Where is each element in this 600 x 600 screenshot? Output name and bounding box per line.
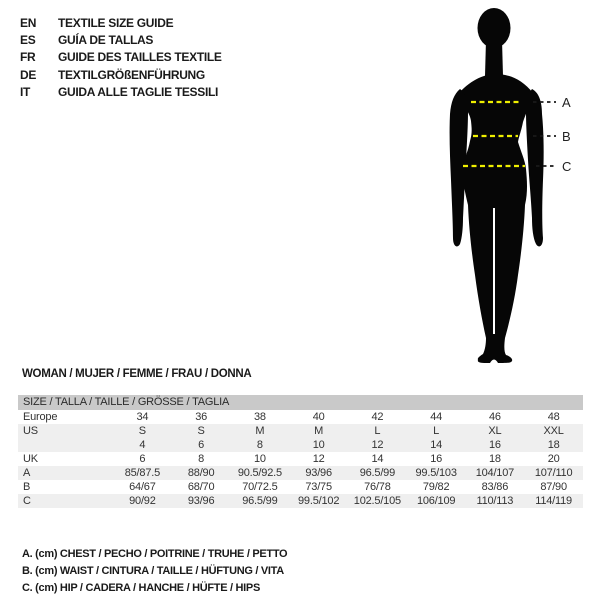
- legend-line: A. (cm) CHEST / PECHO / POITRINE / TRUHE / PETTO: [22, 548, 288, 560]
- size-value-cell: 16: [488, 439, 501, 451]
- table-row: [18, 480, 583, 494]
- row-label: B: [23, 481, 31, 493]
- legend-line: C. (cm) HIP / CADERA / HANCHE / HÜFTE / HIPS: [22, 582, 260, 594]
- size-value-cell: 16: [430, 453, 443, 465]
- table-row: [18, 494, 583, 508]
- size-value-cell: 42: [371, 411, 384, 423]
- size-value-cell: 93/96: [187, 495, 215, 507]
- size-value-cell: L: [374, 425, 381, 437]
- silhouette-neck: [485, 40, 503, 76]
- size-value-cell: 20: [547, 453, 560, 465]
- size-value-cell: 76/78: [364, 481, 391, 493]
- size-value-cell: 8: [256, 439, 263, 451]
- size-value-cell: 12: [312, 453, 325, 465]
- table-row: [18, 424, 583, 438]
- woman-silhouette: [450, 8, 544, 363]
- size-value-cell: 110/113: [476, 495, 514, 507]
- size-value-cell: 85/87.5: [124, 467, 161, 479]
- language-title: GUIDE DES TAILLES TEXTILE: [58, 50, 222, 65]
- language-title: GUÍA DE TALLAS: [58, 33, 154, 48]
- language-row: [20, 32, 222, 49]
- size-value-cell: 10: [312, 439, 325, 451]
- table-group-title: WOMAN / MUJER / FEMME / FRAU / DONNA: [22, 368, 252, 380]
- marker-label-c: C: [562, 159, 572, 174]
- size-value-cell: 40: [312, 411, 325, 423]
- marker-label-b: B: [562, 129, 571, 144]
- size-value-cell: 104/107: [475, 467, 515, 479]
- size-value-cell: 114/119: [535, 495, 572, 507]
- size-value-cell: 90.5/92.5: [237, 467, 282, 479]
- language-title: GUIDA ALLE TAGLIE TESSILI: [58, 84, 219, 99]
- language-row: [20, 84, 222, 101]
- size-value-cell: 6: [139, 453, 146, 465]
- size-value-cell: 14: [430, 439, 443, 451]
- size-value-cell: 14: [371, 453, 384, 465]
- size-value-cell: 87/90: [540, 481, 567, 493]
- silhouette-torso-legs: [459, 74, 533, 363]
- measurement-legend: [22, 546, 287, 597]
- size-value-cell: 10: [253, 453, 266, 465]
- size-value-cell: 73/75: [305, 481, 332, 493]
- language-code: EN: [20, 16, 37, 30]
- language-list: [20, 15, 222, 101]
- size-value-cell: XXL: [543, 425, 564, 437]
- size-value-cell: 96.5/99: [242, 495, 278, 507]
- size-value-cell: S: [138, 425, 146, 437]
- row-label: A: [23, 467, 31, 479]
- language-title: TEXTILE SIZE GUIDE: [58, 16, 174, 30]
- size-value-cell: 4: [139, 439, 146, 451]
- language-code: IT: [20, 84, 31, 99]
- size-value-cell: S: [197, 425, 205, 437]
- size-value-cell: 18: [547, 439, 560, 451]
- size-value-cell: 70/72.5: [242, 481, 278, 493]
- marker-label-a: A: [562, 95, 571, 110]
- size-value-cell: 99.5/102: [298, 495, 340, 507]
- language-row: [20, 15, 222, 32]
- size-table: [18, 395, 583, 508]
- language-row: [20, 49, 222, 66]
- language-row: [20, 67, 222, 84]
- size-value-cell: 83/86: [481, 481, 509, 493]
- size-value-cell: 18: [488, 453, 501, 465]
- figure-area: [430, 0, 600, 380]
- size-value-cell: 46: [488, 411, 501, 423]
- size-value-cell: 38: [253, 411, 266, 423]
- row-label: [18, 438, 113, 452]
- language-title: TEXTILGRÖßENFÜHRUNG: [58, 67, 205, 82]
- table-row: [18, 438, 583, 452]
- silhouette-left-arm: [450, 89, 468, 246]
- size-value-cell: 90/92: [129, 495, 156, 507]
- size-value-cell: 44: [430, 411, 443, 423]
- size-value-cell: 34: [136, 411, 149, 423]
- size-value-cell: 79/82: [422, 481, 450, 493]
- size-value-cell: XL: [488, 425, 502, 437]
- size-value-cell: 96.5/99: [359, 467, 396, 479]
- size-value-cell: L: [433, 425, 440, 437]
- size-table-body: [18, 410, 583, 508]
- table-row: [18, 452, 583, 466]
- silhouette-right-arm: [526, 89, 544, 246]
- table-row: [18, 466, 583, 480]
- size-value-cell: 107/110: [534, 467, 573, 479]
- size-value-cell: 68/70: [187, 481, 215, 493]
- row-label: UK: [23, 453, 38, 465]
- size-value-cell: 12: [371, 439, 384, 451]
- row-label: US: [23, 425, 38, 437]
- size-value-cell: 106/109: [416, 495, 456, 507]
- row-label: C: [23, 495, 31, 507]
- language-code: ES: [20, 33, 36, 48]
- size-value-cell: M: [314, 425, 324, 437]
- legend-line: B. (cm) WAIST / CINTURA / TAILLE / HÜFTUNG / VITA: [22, 565, 284, 577]
- language-code: FR: [20, 50, 36, 65]
- size-value-cell: 88/90: [187, 467, 215, 479]
- size-value-cell: 64/67: [129, 481, 156, 493]
- row-label: Europe: [23, 411, 58, 423]
- size-value-cell: 48: [547, 411, 560, 423]
- size-value-cell: 6: [198, 439, 205, 451]
- language-code: DE: [20, 67, 37, 82]
- size-value-cell: M: [255, 425, 265, 437]
- size-value-cell: 99.5/103: [415, 467, 457, 479]
- size-table-header: SIZE / TALLA / TAILLE / GRÖSSE / TAGLIA: [18, 395, 583, 410]
- size-value-cell: 102.5/105: [353, 495, 401, 507]
- size-value-cell: 93/96: [305, 467, 332, 479]
- woman-silhouette-graphic: [430, 0, 600, 380]
- size-value-cell: 8: [198, 453, 205, 465]
- size-value-cell: 36: [195, 411, 208, 423]
- table-row: [18, 410, 583, 424]
